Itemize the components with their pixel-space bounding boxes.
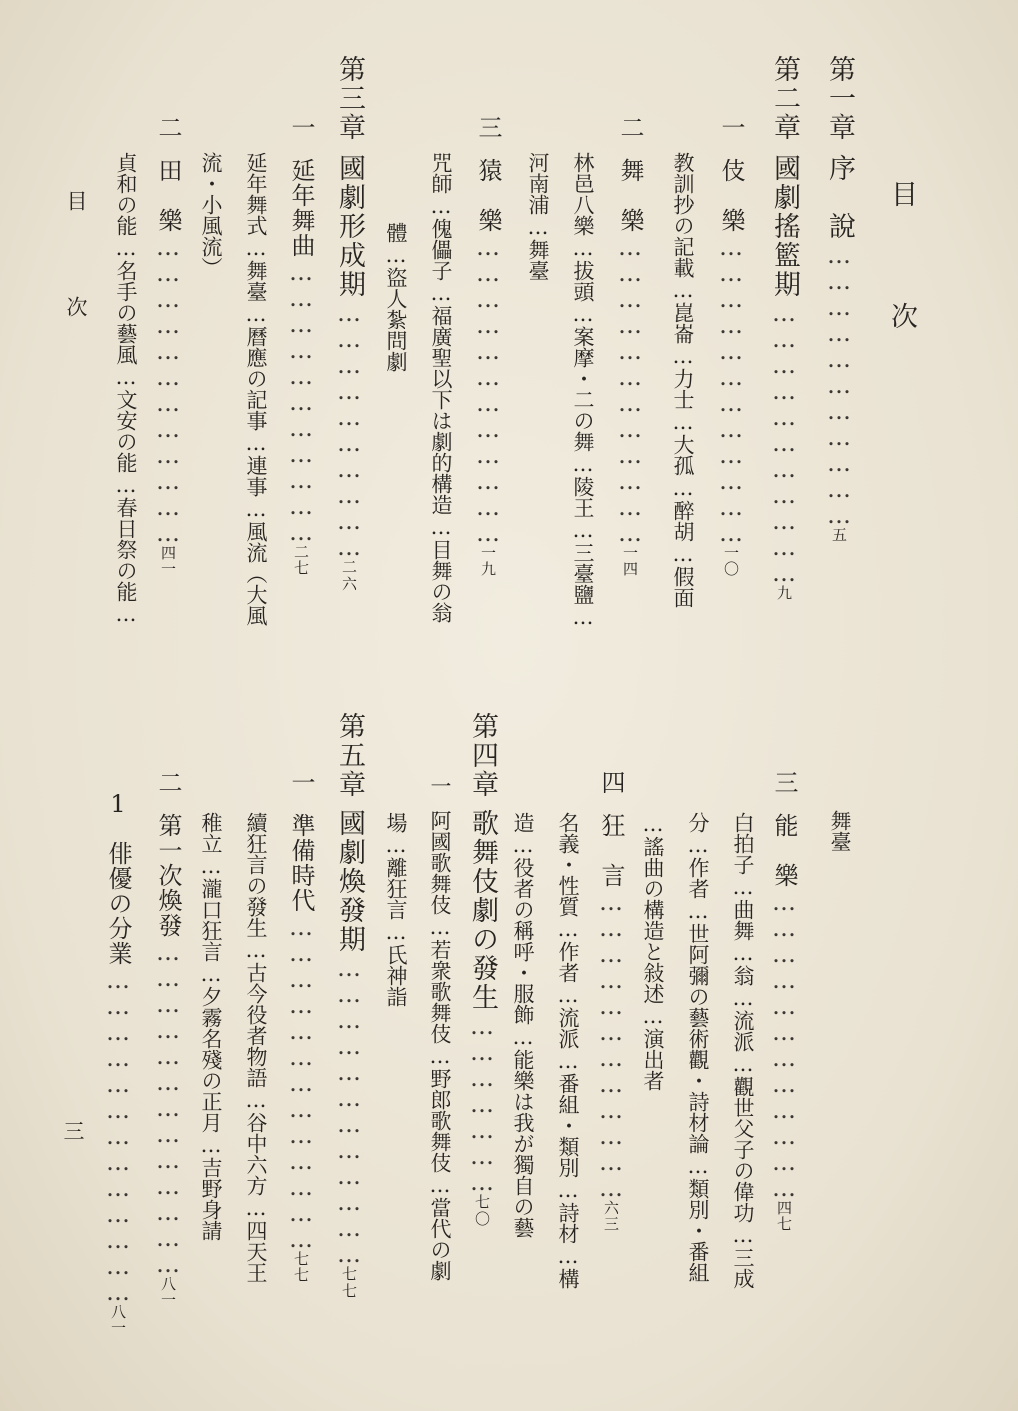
page-ref: 七〇 xyxy=(473,1194,491,1228)
title-char-2: 次 xyxy=(886,302,917,329)
page-ref: 一四 xyxy=(621,545,639,577)
page-ref: 二六 xyxy=(340,559,358,593)
leader-dots: ……………………………… xyxy=(597,888,625,1200)
subentry-text: 阿國歌舞伎…若衆歌舞伎…野郎歌舞伎…當代の劇 xyxy=(428,810,452,1281)
toc-chapter-4 xyxy=(469,712,496,1342)
page-ref: 七七 xyxy=(340,1266,358,1300)
section-title: 田 樂 xyxy=(154,158,182,233)
subentry-text: 白拍子…曲舞…翁…流派…觀世父子の偉功…三成 xyxy=(731,812,755,1289)
toc-sub-nogaku-2 xyxy=(687,812,708,1283)
subentry-text: 舞臺 xyxy=(828,810,852,852)
chapter-label: 第四章 xyxy=(467,712,498,799)
page-ref: 一九 xyxy=(479,545,497,577)
subentry-text: 咒師…傀儡子…福廣聖以下は劇的構造…目舞の翁 xyxy=(429,152,453,623)
page-ref: 四一 xyxy=(159,545,177,577)
subentry-text: 貞和の能…名手の藝風…文安の能…春日祭の能… xyxy=(114,152,138,626)
leader-dots: ………………………………… xyxy=(287,913,315,1251)
subentry-text: 名義・性質…作者…流派…番組・類別…詩材…構 xyxy=(556,812,580,1289)
section-title: 伎 樂 xyxy=(717,158,745,233)
leader-dots: …………………………… xyxy=(770,299,798,585)
section-label: 二 xyxy=(616,115,644,140)
toc-section-sarugaku xyxy=(476,115,500,685)
toc-section-nogaku xyxy=(772,770,796,1345)
chapter-label: 第一章 xyxy=(824,55,855,142)
toc-sub-junbi-2 xyxy=(200,812,221,1241)
toc-sub-nogaku-1 xyxy=(732,812,753,1289)
section-title: 延年舞曲 xyxy=(287,158,315,258)
subentry-text: 延年舞式…舞臺…曆應の記事…連事…風流（大風 xyxy=(244,152,268,626)
toc-subsection-haiyu xyxy=(106,790,130,1345)
toc-sub-gigaku xyxy=(672,152,693,608)
leader-dots: ………………… xyxy=(468,1012,496,1194)
page-ref: 八一 xyxy=(159,1276,177,1308)
toc-section-junbi xyxy=(289,770,313,1345)
section-title: 能 樂 xyxy=(770,813,798,888)
page-number xyxy=(62,1120,83,1141)
toc-sub-continued xyxy=(829,810,850,852)
chapter-title: 國劇搖籃期 xyxy=(769,154,800,299)
chapter-label: 第二章 xyxy=(769,55,800,142)
subentry-text: 林邑八樂…拔頭…案摩・二の舞…陵王…三臺鹽… xyxy=(571,152,595,629)
leader-dots: …………………………… xyxy=(825,241,853,527)
toc-sub-bugaku-1 xyxy=(572,152,593,629)
section-title: 猿 樂 xyxy=(474,158,502,233)
chapter-title: 歌舞伎劇の發生 xyxy=(467,809,498,1012)
toc-sub-kyogen-1 xyxy=(557,812,578,1289)
subsection-title: 俳優の分業 xyxy=(104,841,132,966)
toc-sub-dengaku xyxy=(115,152,136,626)
page-ref: 五 xyxy=(830,527,848,544)
subsection-label: 1 xyxy=(104,790,132,819)
page-ref: 八一 xyxy=(109,1304,127,1336)
leader-dots: ……………………………… xyxy=(770,888,798,1200)
section-title: 狂 言 xyxy=(597,813,625,888)
chapter-title: 國劇煥發期 xyxy=(334,809,365,954)
toc-chapter-1 xyxy=(826,55,853,685)
toc-section-gigaku xyxy=(719,115,743,685)
toc-sub-okuni-2 xyxy=(385,812,406,1007)
page-ref: 二七 xyxy=(292,544,310,576)
toc-section-dai-ichiji xyxy=(156,770,180,1345)
running-header-char: 目 xyxy=(64,190,88,211)
toc-sub-ennen-2 xyxy=(200,152,221,278)
page-ref: 六三 xyxy=(602,1200,620,1232)
leader-dots: …………………………… xyxy=(287,258,315,544)
chapter-label: 第三章 xyxy=(334,55,365,142)
chapter-title: 國劇形成期 xyxy=(334,154,365,299)
toc-sub-sarugaku-2 xyxy=(385,222,406,372)
subentry-text: 稚立…瀧口狂言…夕霧名殘の正月…吉野身請 xyxy=(199,812,223,1241)
toc-sub-junbi-1 xyxy=(245,812,266,1283)
toc-sub-ennen-1 xyxy=(245,152,266,626)
section-title: 準備時代 xyxy=(287,813,315,913)
leader-dots: ……………………………… xyxy=(717,233,745,545)
subentry-text: 分…作者…世阿彌の藝術觀・詩材論…類別・番組 xyxy=(686,812,710,1283)
section-title: 第一次煥發 xyxy=(154,813,182,938)
running-header xyxy=(65,190,86,317)
page-title xyxy=(888,180,915,329)
page-ref: 四七 xyxy=(775,1200,793,1232)
title-char-1: 目 xyxy=(886,180,917,207)
toc-chapter-2 xyxy=(771,55,798,685)
section-title: 舞 樂 xyxy=(616,158,644,233)
section-label: 一 xyxy=(717,115,745,140)
leader-dots: ……………………………… xyxy=(616,233,644,545)
leader-dots: ………………………………… xyxy=(154,938,182,1276)
leader-dots: ……………………………… xyxy=(154,233,182,545)
subentry-text: 場…離狂言…氏神詣 xyxy=(384,812,408,1007)
toc-sub-kyogen-2 xyxy=(512,812,533,1238)
toc-chapter-5 xyxy=(336,712,363,1342)
subentry-text: 教訓抄の記載…崑崙…力士…大孤…醉胡…假面 xyxy=(671,152,695,608)
section-label: 二 xyxy=(154,115,182,140)
toc-section-dengaku xyxy=(156,115,180,685)
subentry-text: …謠曲の構造と敍述…演出者 xyxy=(641,812,665,1091)
subentry-text: 造…役者の稱呼・服飾…能樂は我が獨自の藝 xyxy=(511,812,535,1238)
page-ref: 七七 xyxy=(292,1251,310,1283)
toc-sub-bugaku-2 xyxy=(527,152,548,281)
subentry-text: 體…盜人紮問劇 xyxy=(384,222,408,372)
toc-section-kyogen xyxy=(599,770,623,1345)
section-label: 一 xyxy=(287,770,315,795)
leader-dots: ………………………………… xyxy=(104,966,132,1304)
page-number-text: 三 xyxy=(61,1120,85,1141)
subentry-text: 河南浦…舞臺 xyxy=(526,152,550,281)
section-label: 三 xyxy=(474,115,502,140)
subentry-text: 續狂言の發生…古今役者物語…谷中六方…四天王 xyxy=(244,812,268,1283)
section-label: 四 xyxy=(597,770,625,795)
running-header-char: 次 xyxy=(64,296,88,317)
leader-dots: ……………………………… xyxy=(335,954,363,1266)
chapter-title: 序 說 xyxy=(824,154,855,241)
subentry-text: 流・小風流） xyxy=(199,152,223,278)
toc-sub-nogaku-3 xyxy=(642,812,663,1091)
leader-dots: ……………………………… xyxy=(474,233,502,545)
toc-chapter-3 xyxy=(336,55,363,685)
section-label: 三 xyxy=(770,770,798,795)
section-label: 二 xyxy=(154,770,182,795)
chapter-label: 第五章 xyxy=(334,712,365,799)
toc-sub-sarugaku-1 xyxy=(430,152,451,623)
toc-section-okuni xyxy=(429,775,450,1281)
section-label: 一 xyxy=(428,775,452,796)
toc-section-ennen xyxy=(289,115,313,685)
page-ref: 九 xyxy=(775,585,793,602)
toc-section-bugaku xyxy=(618,115,642,685)
leader-dots: ………………………… xyxy=(335,299,363,559)
page-ref: 一〇 xyxy=(722,545,740,577)
section-label: 一 xyxy=(287,115,315,140)
